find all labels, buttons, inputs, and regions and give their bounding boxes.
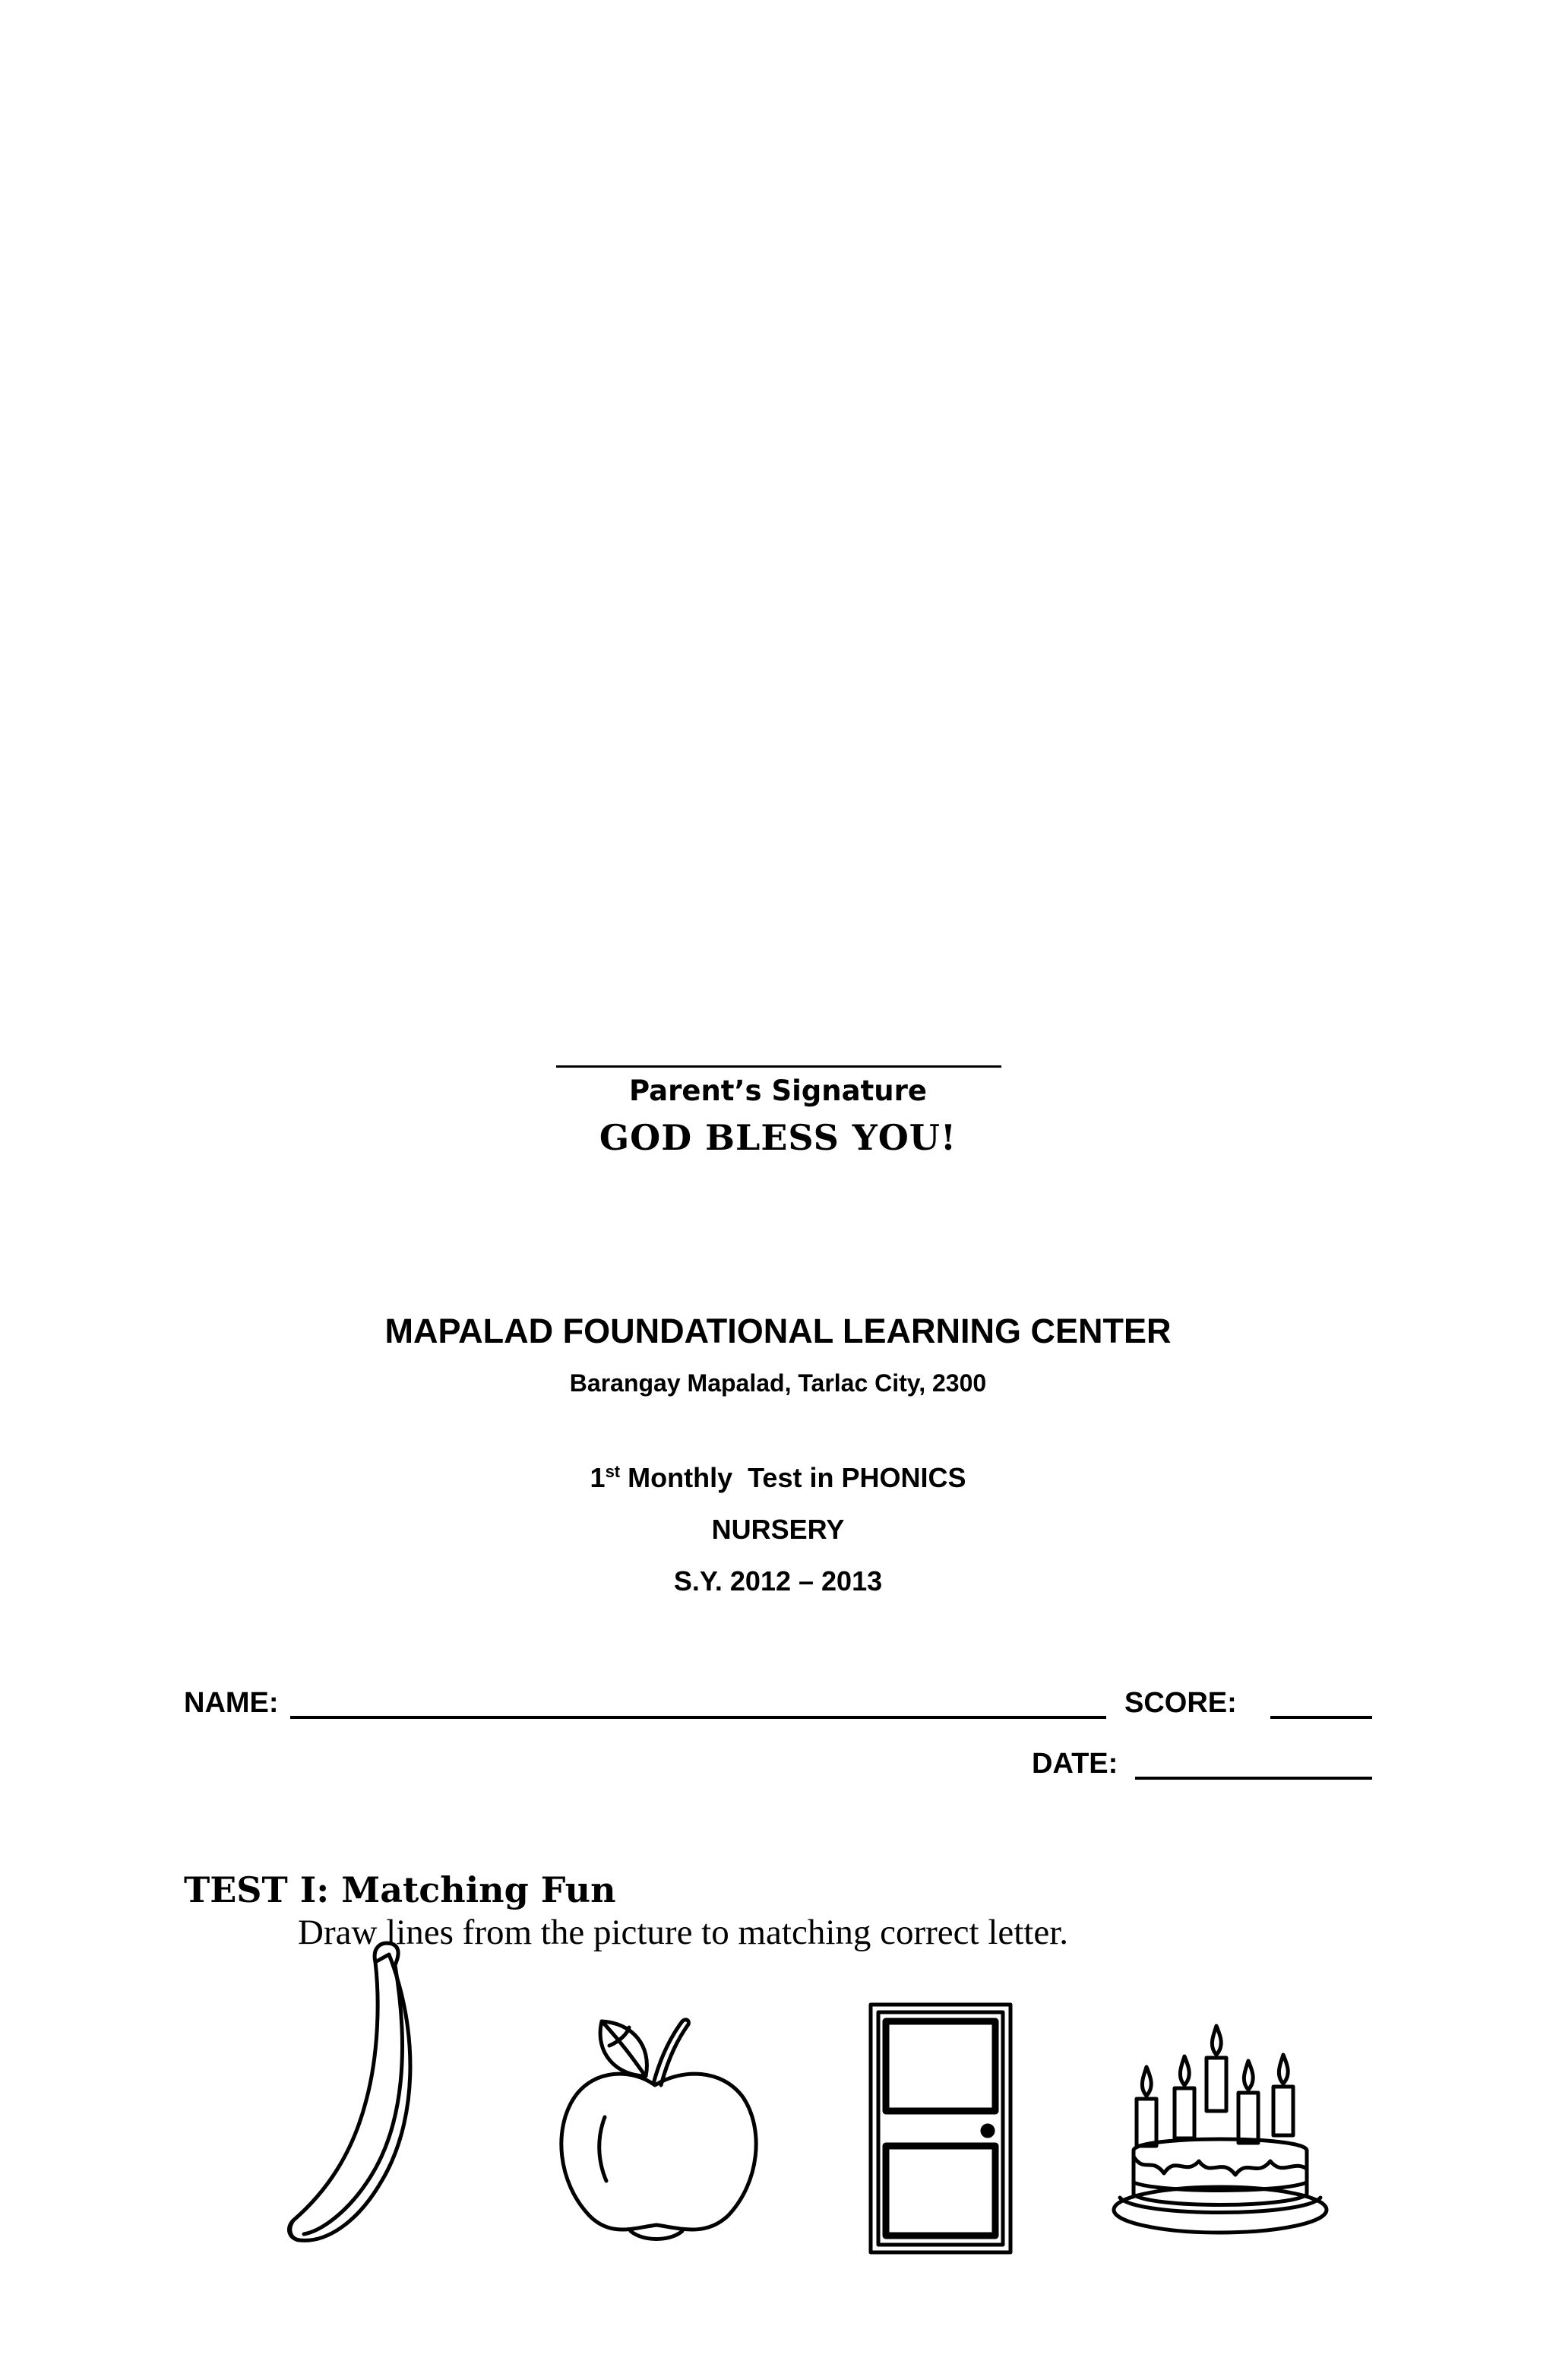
apple-icon[interactable] bbox=[549, 2000, 769, 2243]
score-label: SCORE: bbox=[1124, 1687, 1237, 1719]
test-ordinal: 1 bbox=[590, 1462, 606, 1493]
date-field[interactable] bbox=[1135, 1777, 1372, 1780]
test-ordinal-suffix: st bbox=[605, 1462, 621, 1481]
grade-level: NURSERY bbox=[711, 1514, 845, 1545]
test-title-text: Monthly Test in PHONICS bbox=[620, 1462, 966, 1493]
signature-label: Parent’s Signature bbox=[629, 1074, 927, 1107]
test1-title: TEST I: Matching Fun bbox=[184, 1869, 616, 1910]
signature-line[interactable] bbox=[556, 1065, 1001, 1068]
school-address: Barangay Mapalad, Tarlac City, 2300 bbox=[569, 1369, 987, 1397]
banana-icon[interactable] bbox=[274, 1933, 448, 2252]
test1-instructions: Draw lines from the picture to matching correct letter. bbox=[298, 1913, 1069, 1952]
birthday-cake-icon[interactable] bbox=[1106, 2021, 1334, 2242]
name-field[interactable] bbox=[290, 1716, 1106, 1719]
date-label: DATE: bbox=[1032, 1748, 1118, 1780]
blessing-text: GOD BLESS YOU! bbox=[599, 1117, 957, 1158]
test-title bbox=[0, 1462, 1556, 1494]
school-name: MAPALAD FOUNDATIONAL LEARNING CENTER bbox=[384, 1312, 1172, 1350]
score-field[interactable] bbox=[1270, 1716, 1372, 1719]
school-year: S.Y. 2012 – 2013 bbox=[673, 1565, 883, 1597]
door-icon[interactable] bbox=[865, 2000, 1017, 2258]
name-label: NAME: bbox=[184, 1687, 279, 1719]
